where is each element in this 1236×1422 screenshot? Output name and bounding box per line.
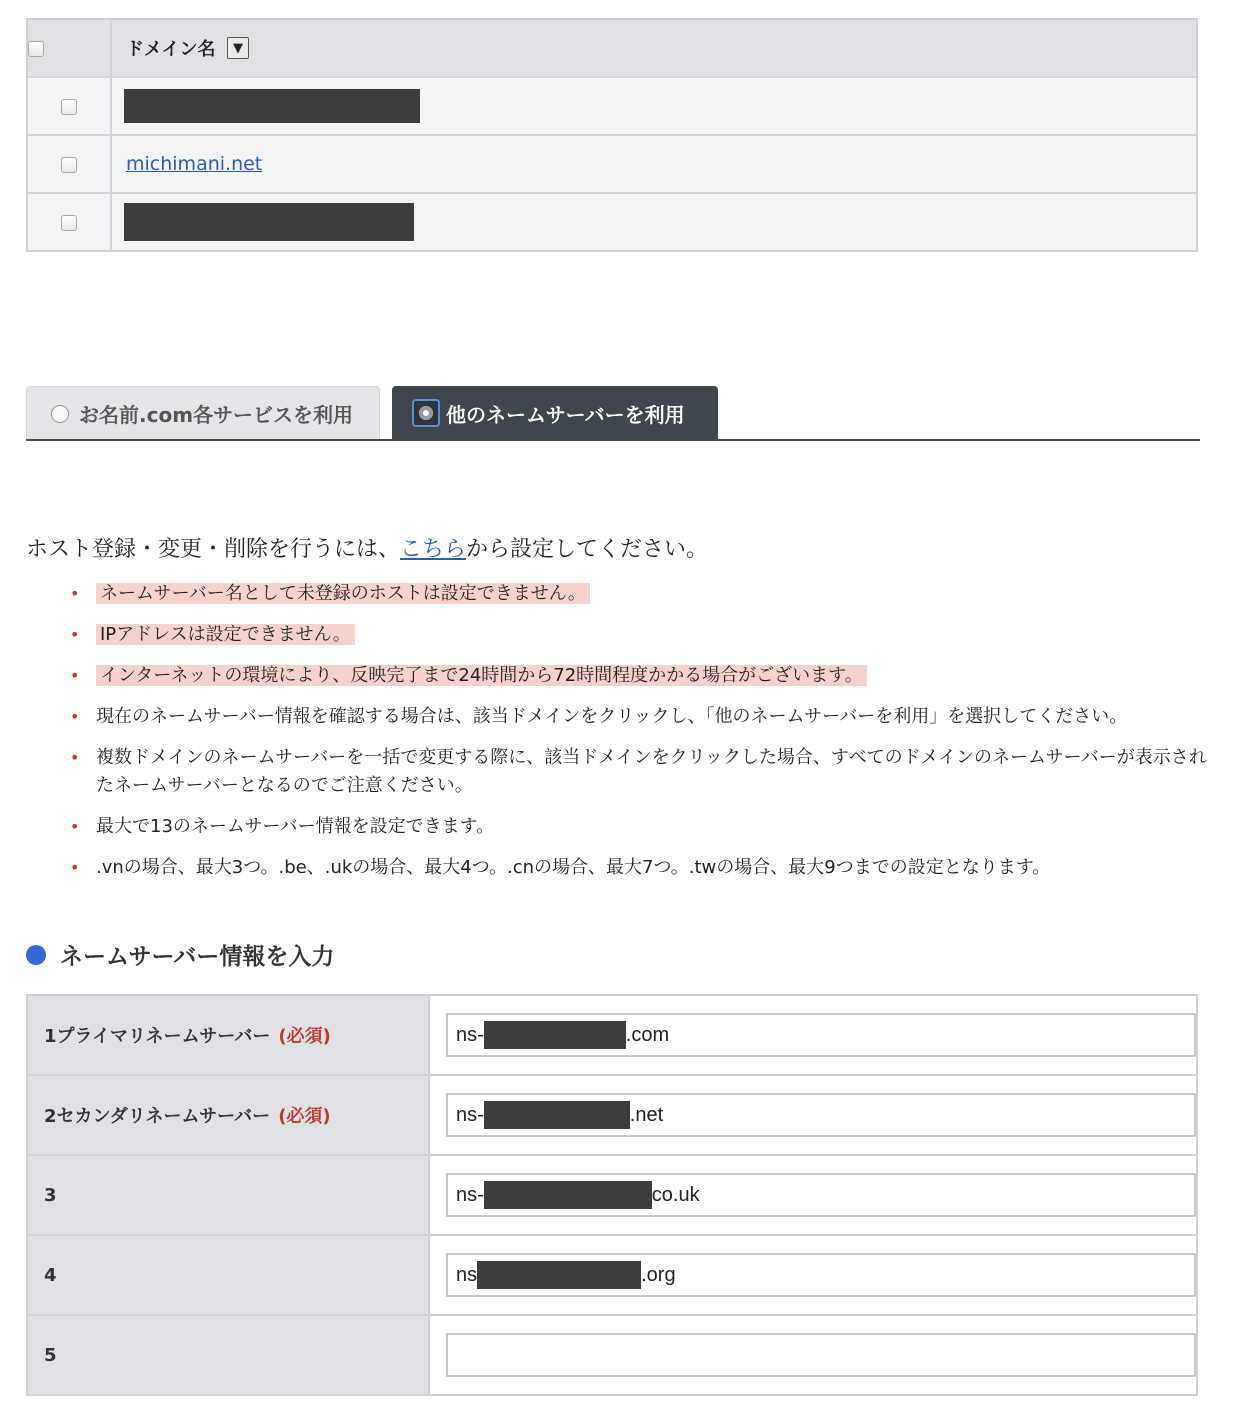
host-registration-notice: ホスト登録・変更・削除を行うには、こちらから設定してください。: [26, 537, 709, 562]
radio-unselected-icon[interactable]: [51, 405, 69, 423]
redacted-text: [477, 1261, 641, 1289]
list-item: • インターネットの環境により、反映完了まで24時間から72時間程度かかる場合がございます。: [70, 662, 1210, 690]
nameserver-3-input[interactable]: ns- co.uk: [446, 1173, 1196, 1217]
select-all-cell: [27, 19, 111, 77]
table-row: [27, 1075, 1197, 1155]
notes-list: [70, 580, 1210, 895]
ns-label: 4: [27, 1235, 429, 1315]
list-item: • .vnの場合、最大3つ。.be、.ukの場合、最大4つ。.cnの場合、最大7つ。.twの場合、最大9つまでの設定となります。: [70, 854, 1210, 882]
nameserver-1-input[interactable]: ns- .com: [446, 1013, 1196, 1057]
table-row: [27, 1235, 1197, 1315]
host-settings-link[interactable]: こちら: [400, 537, 467, 562]
domain-link[interactable]: michimani.net: [126, 153, 263, 175]
tab-label: 他のネームサーバーを利用: [446, 402, 685, 427]
row-checkbox[interactable]: [61, 99, 77, 115]
table-row: [27, 193, 1197, 251]
tab-divider: [26, 439, 1200, 441]
redacted-text: [484, 1021, 626, 1049]
table-row: [27, 1155, 1197, 1235]
nameserver-5-input[interactable]: [446, 1333, 1196, 1377]
select-all-checkbox[interactable]: [28, 41, 44, 57]
list-item: • 最大で13のネームサーバー情報を設定できます。: [70, 813, 1210, 841]
ns-label: 1プライマリネームサーバー (必須): [27, 995, 429, 1075]
nameserver-2-input[interactable]: ns- .net: [446, 1093, 1196, 1137]
nameserver-section-heading: [26, 938, 334, 971]
tab-onamae-service[interactable]: [26, 386, 380, 440]
required-badge: (必須): [278, 1026, 331, 1047]
section-title: ネームサーバー情報を入力: [60, 944, 335, 970]
nameserver-4-input[interactable]: ns .org: [446, 1253, 1196, 1297]
table-row: [27, 77, 1197, 135]
row-checkbox[interactable]: [61, 157, 77, 173]
radio-selected-icon[interactable]: [412, 399, 440, 427]
row-checkbox[interactable]: [61, 215, 77, 231]
required-badge: (必須): [278, 1106, 331, 1127]
domain-table: [26, 18, 1198, 252]
tab-other-nameserver[interactable]: [392, 386, 718, 440]
table-row: [27, 995, 1197, 1075]
bullet-dot-icon: [26, 945, 46, 965]
ns-label: 5: [27, 1315, 429, 1395]
tab-label: お名前.com各サービスを利用: [79, 403, 354, 427]
domain-table-header: [27, 19, 1197, 77]
table-row: [27, 135, 1197, 193]
list-item: • ネームサーバー名として未登録のホストは設定できません。: [70, 580, 1210, 608]
nameserver-table: [26, 994, 1198, 1396]
redacted-domain: [124, 89, 420, 123]
domain-name-header: [111, 19, 1197, 77]
ns-label: 3: [27, 1155, 429, 1235]
list-item: • 複数ドメインのネームサーバーを一括で変更する際に、該当ドメインをクリックした場合、すべてのドメインのネームサーバーが表示されたネームサーバーとなるのでご注意ください。: [70, 744, 1210, 800]
list-item: • IPアドレスは設定できません。: [70, 621, 1210, 649]
redacted-domain: [124, 203, 414, 241]
table-row: [27, 1315, 1197, 1395]
sort-down-icon[interactable]: ▼: [227, 37, 249, 59]
redacted-text: [484, 1181, 652, 1209]
domain-name-header-label: ドメイン名: [126, 39, 216, 60]
list-item: • 現在のネームサーバー情報を確認する場合は、該当ドメインをクリックし、「他のネームサーバーを利用」を選択してください。: [70, 703, 1210, 731]
redacted-text: [484, 1101, 630, 1129]
ns-label: 2セカンダリネームサーバー (必須): [27, 1075, 429, 1155]
